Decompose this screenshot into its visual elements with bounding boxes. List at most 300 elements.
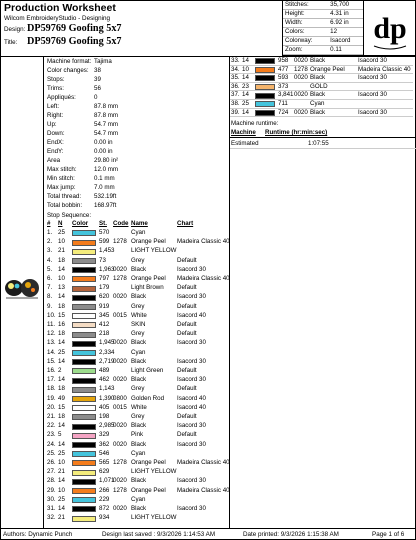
stop-row bbox=[47, 450, 229, 459]
stop-stitches: 462 bbox=[99, 376, 110, 384]
stop-thread-name: Pink bbox=[131, 431, 144, 439]
machine-info-row bbox=[47, 76, 229, 85]
stop-row bbox=[47, 468, 229, 477]
col-chart: Chart bbox=[177, 220, 194, 227]
brand-logo bbox=[364, 0, 416, 56]
stop-thread-name: Light Brown bbox=[131, 284, 164, 292]
stop-row bbox=[47, 422, 229, 431]
stop-thread-name: Black bbox=[131, 477, 147, 485]
stop-thread-name: Grey bbox=[131, 330, 145, 338]
machine-info-label: Total thread: bbox=[47, 193, 82, 200]
stop-needle: 14 bbox=[242, 108, 249, 116]
stop-stitches: 1,390 bbox=[99, 394, 115, 402]
stop-needle: 14 bbox=[58, 440, 65, 448]
stop-needle: 15 bbox=[58, 403, 65, 411]
stop-needle: 25 bbox=[58, 229, 65, 236]
stop-row bbox=[47, 266, 229, 275]
stats-value: 12 bbox=[328, 28, 363, 37]
stop-needle: 14 bbox=[58, 265, 65, 273]
machine-info-row bbox=[47, 67, 229, 76]
stop-row bbox=[47, 349, 229, 358]
color-swatch bbox=[72, 405, 96, 411]
color-swatch bbox=[72, 460, 96, 466]
stop-thread-name: Grey bbox=[131, 302, 145, 310]
machine-info-row bbox=[47, 130, 229, 139]
stop-row bbox=[47, 275, 229, 284]
color-swatch bbox=[72, 295, 96, 301]
machine-info-label: Max jump: bbox=[47, 184, 76, 191]
stop-num: 16. bbox=[47, 367, 56, 374]
stop-num: 30. bbox=[47, 495, 56, 503]
stop-num: 36. bbox=[231, 82, 240, 90]
stop-stitches: 546 bbox=[99, 449, 110, 457]
stop-stitches: 629 bbox=[99, 468, 110, 476]
stats-table bbox=[283, 1, 363, 55]
machine-info-value: 168.97ft bbox=[94, 202, 117, 209]
stop-row bbox=[47, 321, 229, 330]
stop-row bbox=[47, 312, 229, 321]
stop-num: 27. bbox=[47, 468, 56, 476]
stop-chart: Isacord 30 bbox=[177, 339, 206, 347]
stop-row-right bbox=[230, 66, 413, 75]
machine-info-value: 54.7 mm bbox=[94, 121, 119, 128]
stop-needle: 21 bbox=[58, 247, 65, 255]
stop-thread-name: Black bbox=[131, 339, 147, 347]
stop-thread-name: Black bbox=[131, 265, 147, 273]
stop-num: 22. bbox=[47, 422, 56, 430]
stop-stitches: 179 bbox=[99, 284, 110, 292]
stop-stitches: 1,453 bbox=[99, 247, 115, 255]
stats-label: Zoom: bbox=[283, 46, 328, 55]
stop-needle: 10 bbox=[58, 486, 65, 494]
stop-code: 0020 bbox=[294, 91, 308, 99]
stop-needle: 16 bbox=[58, 321, 65, 328]
runtime-col-runtime: Runtime (hr:min:sec) bbox=[265, 129, 328, 136]
color-swatch bbox=[72, 258, 96, 264]
color-swatch bbox=[72, 396, 96, 402]
stop-num: 23. bbox=[47, 431, 56, 439]
stop-row bbox=[47, 496, 229, 505]
stop-needle: 18 bbox=[58, 302, 65, 310]
stop-code: 0020 bbox=[113, 339, 127, 347]
color-swatch bbox=[72, 249, 96, 255]
stop-needle: 25 bbox=[242, 100, 249, 107]
stop-stitches: 489 bbox=[99, 367, 110, 374]
stop-chart: Isacord 30 bbox=[177, 265, 206, 273]
stop-needle: 49 bbox=[58, 394, 65, 402]
color-swatch bbox=[72, 488, 96, 494]
stop-chart: Isacord 30 bbox=[177, 357, 206, 365]
title-label: Title: bbox=[4, 39, 18, 46]
stats-row bbox=[283, 37, 363, 46]
color-swatch bbox=[255, 75, 275, 81]
machine-info-label: EndY: bbox=[47, 148, 64, 155]
machine-info-value: 87.8 mm bbox=[94, 103, 119, 110]
stop-num: 12. bbox=[47, 330, 56, 338]
stop-num: 33. bbox=[231, 57, 240, 64]
machine-info-row bbox=[47, 184, 229, 193]
stop-code: 0020 bbox=[113, 357, 127, 365]
stop-code: 0800 bbox=[113, 394, 127, 402]
color-swatch bbox=[255, 84, 275, 90]
stop-needle: 14 bbox=[242, 57, 249, 64]
stop-num: 7. bbox=[47, 284, 53, 292]
machine-info-row bbox=[47, 157, 229, 166]
machine-info-label: Right: bbox=[47, 112, 64, 119]
stop-needle: 21 bbox=[58, 468, 65, 476]
machine-info-value: 29.80 in² bbox=[94, 157, 119, 164]
runtime-divider bbox=[230, 137, 416, 138]
stop-num: 11. bbox=[47, 321, 56, 328]
stop-stitches: 593 bbox=[278, 74, 289, 82]
stop-stitches: 711 bbox=[278, 100, 288, 107]
stop-stitches: 345 bbox=[99, 311, 110, 319]
stop-code: 0020 bbox=[294, 108, 308, 116]
stop-stitches: 1,143 bbox=[99, 385, 115, 393]
stop-needle: 15 bbox=[58, 311, 65, 319]
machine-info-label: Min stitch: bbox=[47, 175, 75, 182]
stop-num: 1. bbox=[47, 229, 53, 236]
stop-thread-name: SKIN bbox=[131, 321, 146, 328]
stop-needle: 23 bbox=[242, 82, 249, 90]
stop-row bbox=[47, 247, 229, 256]
stop-thread-name: Black bbox=[310, 108, 326, 116]
stop-stitches: 565 bbox=[99, 459, 110, 466]
stop-num: 24. bbox=[47, 440, 56, 448]
stop-needle: 14 bbox=[58, 505, 65, 512]
stop-thread-name: Orange Peel bbox=[131, 486, 166, 494]
stop-thread-name: Black bbox=[131, 357, 147, 365]
stop-thread-name: Black bbox=[310, 91, 326, 99]
stop-row-right bbox=[230, 57, 413, 66]
machine-info-value: 54.7 mm bbox=[94, 130, 119, 137]
stop-thread-name: White bbox=[131, 311, 147, 319]
stop-num: 29. bbox=[47, 486, 56, 494]
stop-stitches: 198 bbox=[99, 413, 110, 420]
stop-thread-name: Light Green bbox=[131, 367, 164, 374]
stop-num: 17. bbox=[47, 376, 56, 384]
machine-info-row bbox=[47, 85, 229, 94]
machine-info-row bbox=[47, 139, 229, 148]
stop-row bbox=[47, 367, 229, 376]
color-swatch bbox=[72, 378, 96, 384]
stop-num: 34. bbox=[231, 65, 240, 73]
stop-chart: Default bbox=[177, 302, 197, 310]
color-swatch bbox=[72, 230, 96, 236]
stop-row bbox=[47, 514, 229, 523]
color-swatch bbox=[72, 240, 96, 246]
stop-code: 0015 bbox=[113, 403, 127, 411]
stop-chart: Default bbox=[177, 321, 197, 328]
color-swatch bbox=[72, 313, 96, 319]
stop-stitches: 229 bbox=[99, 495, 110, 503]
stop-thread-name: Cyan bbox=[131, 449, 146, 457]
stop-code: 1278 bbox=[294, 65, 308, 73]
stop-needle: 18 bbox=[58, 256, 65, 264]
stop-chart: Default bbox=[177, 385, 197, 393]
stop-sequence-label: Stop Sequence: bbox=[47, 212, 92, 219]
stop-needle: 25 bbox=[58, 495, 65, 503]
stop-code: 1278 bbox=[113, 459, 127, 466]
stop-stitches: 2,334 bbox=[99, 348, 115, 356]
color-swatch bbox=[255, 67, 275, 73]
color-swatch bbox=[72, 442, 96, 448]
stop-needle: 2 bbox=[58, 367, 62, 374]
stop-thread-name: Orange Peel bbox=[131, 275, 166, 282]
color-swatch bbox=[72, 350, 96, 356]
stop-thread-name: Cyan bbox=[310, 100, 325, 107]
color-swatch bbox=[72, 451, 96, 457]
stats-box bbox=[282, 0, 364, 56]
stop-needle: 21 bbox=[58, 514, 65, 522]
stop-chart: Madeira Classic 40 bbox=[177, 275, 230, 282]
stop-chart: Isacord 40 bbox=[177, 394, 206, 402]
stop-chart: Isacord 30 bbox=[177, 293, 206, 301]
stop-code: 0020 bbox=[294, 57, 308, 64]
stop-needle: 14 bbox=[242, 74, 249, 82]
machine-info-value: 7.0 mm bbox=[94, 184, 115, 191]
stop-thread-name: GOLD bbox=[310, 82, 328, 90]
machine-info-row bbox=[47, 148, 229, 157]
stop-stitches: 1,963 bbox=[99, 265, 115, 273]
stop-num: 3. bbox=[47, 247, 53, 255]
stop-num: 10. bbox=[47, 311, 56, 319]
stop-needle: 14 bbox=[58, 293, 65, 301]
machine-info-row bbox=[47, 103, 229, 112]
stop-num: 19. bbox=[47, 394, 56, 402]
stop-thread-name: Grey bbox=[131, 385, 145, 393]
color-swatch bbox=[255, 110, 275, 116]
dp-logo-icon bbox=[364, 0, 416, 56]
stop-num: 6. bbox=[47, 275, 53, 282]
stop-code: 0020 bbox=[113, 505, 127, 512]
stop-row-right bbox=[230, 91, 413, 100]
stop-needle: 18 bbox=[58, 385, 65, 393]
machine-info-value: 0.1 mm bbox=[94, 175, 115, 182]
stop-row bbox=[47, 229, 229, 238]
stop-thread-name: White bbox=[131, 403, 147, 411]
stop-stitches: 477 bbox=[278, 65, 289, 73]
stop-needle: 10 bbox=[58, 275, 65, 282]
color-swatch bbox=[72, 322, 96, 328]
machine-info-value: 0.00 in bbox=[94, 139, 113, 146]
stop-needle: 14 bbox=[58, 477, 65, 485]
machine-info-row bbox=[47, 94, 229, 103]
machine-info-row bbox=[47, 112, 229, 121]
stop-row bbox=[47, 459, 229, 468]
stats-label: Stitches: bbox=[283, 1, 328, 10]
stop-row bbox=[47, 505, 229, 514]
stop-stitches: 724 bbox=[278, 108, 289, 116]
stop-thread-name: Orange Peel bbox=[131, 459, 166, 466]
stop-num: 15. bbox=[47, 357, 56, 365]
stop-table-header bbox=[47, 220, 229, 229]
stop-needle: 14 bbox=[58, 376, 65, 384]
stop-stitches: 2,719 bbox=[99, 357, 115, 365]
logo-text: dp bbox=[373, 12, 407, 45]
stop-needle: 10 bbox=[58, 238, 65, 246]
stop-stitches: 958 bbox=[278, 57, 289, 64]
stop-row bbox=[47, 477, 229, 486]
stop-needle: 25 bbox=[58, 449, 65, 457]
stop-stitches: 218 bbox=[99, 330, 110, 338]
stop-num: 5. bbox=[47, 265, 53, 273]
stop-num: 14. bbox=[47, 348, 56, 356]
stop-row bbox=[47, 404, 229, 413]
stop-thread-name: Grey bbox=[131, 413, 145, 420]
stats-row bbox=[283, 1, 363, 10]
stop-num: 2. bbox=[47, 238, 53, 246]
stop-needle: 5 bbox=[58, 431, 62, 439]
col-num: # bbox=[47, 220, 51, 227]
machine-info-row bbox=[47, 175, 229, 184]
stop-row bbox=[47, 413, 229, 422]
stop-code: 0020 bbox=[113, 265, 127, 273]
runtime-row-label: Estimated bbox=[231, 140, 259, 147]
col-st: St. bbox=[99, 220, 107, 227]
stats-value: 35,700 bbox=[328, 1, 363, 10]
machine-info-value: 87.8 mm bbox=[94, 112, 119, 119]
stop-num: 31. bbox=[47, 505, 56, 512]
stop-row bbox=[47, 376, 229, 385]
stop-chart: Isacord 30 bbox=[177, 505, 206, 512]
stop-chart: Madeira Classic 40 bbox=[358, 65, 411, 73]
runtime-label: Machine runtime: bbox=[231, 120, 279, 127]
stop-needle: 14 bbox=[58, 339, 65, 347]
stop-row-right bbox=[230, 109, 413, 118]
col-n: N bbox=[58, 220, 63, 227]
stop-needle: 14 bbox=[242, 91, 249, 99]
color-swatch bbox=[72, 368, 96, 374]
design-value: DP59769 Goofing 5x7 bbox=[27, 23, 122, 34]
stop-needle: 14 bbox=[58, 422, 65, 430]
footer-printed: Date printed: 9/3/2026 1:15:38 AM bbox=[243, 531, 339, 538]
stop-thread-name: Golden Rod bbox=[131, 394, 165, 402]
stop-num: 18. bbox=[47, 385, 56, 393]
stop-needle: 14 bbox=[58, 357, 65, 365]
stop-thread-name: LIGHT YELLOW bbox=[131, 514, 177, 522]
stop-chart: Isacord 30 bbox=[358, 91, 387, 99]
color-swatch bbox=[72, 304, 96, 310]
machine-info-value: 38 bbox=[94, 67, 101, 74]
stop-num: 9. bbox=[47, 302, 53, 310]
stop-chart: Default bbox=[177, 431, 197, 439]
footer-divider bbox=[0, 528, 416, 529]
machine-info-label: Up: bbox=[47, 121, 57, 128]
design-label: Design: bbox=[4, 26, 26, 33]
stop-row bbox=[47, 284, 229, 293]
color-swatch bbox=[72, 276, 96, 282]
stats-row bbox=[283, 10, 363, 19]
stop-stitches: 919 bbox=[99, 302, 110, 310]
machine-info-label: Color changes: bbox=[47, 67, 89, 74]
stop-chart: Isacord 30 bbox=[177, 422, 206, 430]
stop-code: 1278 bbox=[113, 238, 127, 246]
machine-info-value: 0.00 in bbox=[94, 148, 113, 155]
col-name: Name bbox=[131, 220, 148, 227]
stop-code: 0020 bbox=[113, 440, 127, 448]
stop-stitches: 599 bbox=[99, 238, 110, 246]
stop-thread-name: Cyan bbox=[131, 348, 146, 356]
machine-info-label: Area bbox=[47, 157, 61, 164]
stop-row bbox=[47, 441, 229, 450]
stop-thread-name: Grey bbox=[131, 256, 145, 264]
machine-info-row bbox=[47, 166, 229, 175]
stop-row bbox=[47, 238, 229, 247]
stop-thread-name: Black bbox=[131, 376, 147, 384]
runtime-row-divider bbox=[230, 148, 416, 149]
stop-needle: 10 bbox=[242, 65, 249, 73]
stop-chart: Isacord 40 bbox=[177, 311, 206, 319]
col-color: Color bbox=[72, 220, 89, 227]
stop-stitches: 266 bbox=[99, 486, 110, 494]
stop-chart: Default bbox=[177, 284, 197, 292]
stop-stitches: 329 bbox=[99, 431, 110, 439]
stop-row bbox=[47, 487, 229, 496]
stop-code: 1278 bbox=[113, 486, 127, 494]
machine-info-row bbox=[47, 193, 229, 202]
col-code: Code bbox=[113, 220, 129, 227]
stats-row bbox=[283, 28, 363, 37]
stats-label: Colors: bbox=[283, 28, 328, 37]
color-swatch bbox=[72, 414, 96, 420]
stop-row bbox=[47, 330, 229, 339]
stop-needle: 25 bbox=[58, 348, 65, 356]
machine-info-label: Machine format: bbox=[47, 58, 92, 65]
design-preview-thumbnail bbox=[2, 274, 42, 300]
stop-row-right bbox=[230, 74, 413, 83]
color-swatch bbox=[72, 479, 96, 485]
color-swatch bbox=[255, 58, 275, 64]
runtime-row-value: 1:07:55 bbox=[308, 140, 329, 147]
machine-info-value: 39 bbox=[94, 76, 101, 83]
color-swatch bbox=[72, 286, 96, 292]
stop-chart: Isacord 30 bbox=[358, 108, 387, 116]
machine-info-value: 532.19ft bbox=[94, 193, 117, 200]
stop-chart: Default bbox=[177, 256, 197, 264]
stop-needle: 10 bbox=[58, 459, 65, 466]
stop-chart: Isacord 30 bbox=[358, 57, 387, 64]
stop-code: 0020 bbox=[113, 293, 127, 301]
color-swatch bbox=[72, 341, 96, 347]
stats-label: Height: bbox=[283, 10, 328, 19]
stop-thread-name: Black bbox=[131, 505, 147, 512]
color-swatch bbox=[72, 497, 96, 503]
stop-code: 0015 bbox=[113, 311, 127, 319]
stop-chart: Isacord 40 bbox=[177, 403, 206, 411]
stop-thread-name: Black bbox=[310, 57, 326, 64]
stop-chart: Isacord 30 bbox=[358, 74, 387, 82]
color-swatch bbox=[72, 433, 96, 439]
stop-chart: Madeira Classic 40 bbox=[177, 238, 230, 246]
stop-needle: 18 bbox=[58, 330, 65, 338]
stop-num: 21. bbox=[47, 413, 56, 420]
page-title: Production Worksheet bbox=[4, 2, 116, 14]
stats-row bbox=[283, 46, 363, 55]
stop-num: 13. bbox=[47, 339, 56, 347]
stop-thread-name: Black bbox=[131, 440, 147, 448]
stop-code: 0020 bbox=[113, 376, 127, 384]
stop-thread-name: Cyan bbox=[131, 229, 146, 236]
stats-value: Isacord bbox=[328, 37, 363, 46]
stop-thread-name: Orange Peel bbox=[131, 238, 166, 246]
machine-info-row bbox=[47, 202, 229, 211]
stats-value: 6.92 in bbox=[328, 19, 363, 28]
color-swatch bbox=[72, 267, 96, 273]
machine-info-row bbox=[47, 58, 229, 67]
stop-chart: Madeira Classic 40 bbox=[177, 486, 230, 494]
color-swatch bbox=[255, 101, 275, 107]
